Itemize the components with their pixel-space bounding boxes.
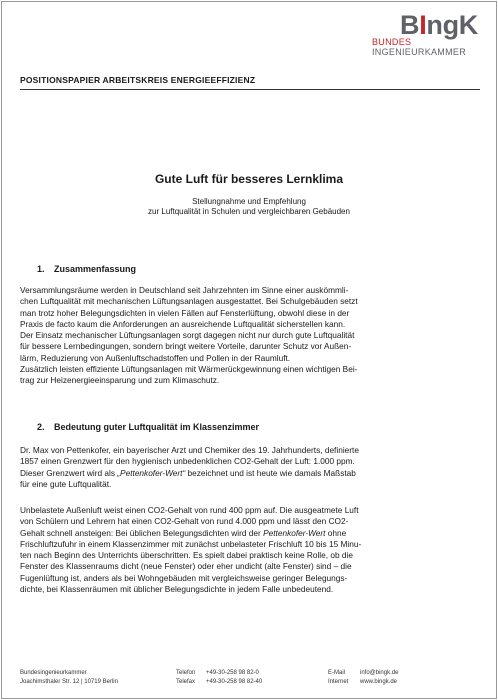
footer-phone: +49-30-258 98 82-0: [206, 670, 259, 676]
footer-label: Telefon: [176, 670, 196, 676]
logo-line-bundes: BUNDES: [372, 37, 412, 47]
text-line: von Schülern und Lehrern hat einen CO2-Gehalt von rund 4.000 ppm und lässt den CO2-: [20, 516, 349, 527]
text-line: chen Luftqualität mit mechanischen Lüftungsanlagen ausgestattet. Bei Schulgebäuden setzt: [20, 296, 358, 307]
footer-street: Joachimsthaler Str. 12 | 10719 Berlin: [20, 678, 118, 685]
text-line: Zusätzlich leisten effiziente Lüftungsanlagen mit Wärmerückgewinnung einen wichtigen Bei-: [20, 364, 358, 375]
document-title: Gute Luft für besseres Lernklima: [154, 172, 344, 186]
bingk-logo: [362, 11, 484, 57]
footer-fax: +49-30-258 98 82-40: [206, 678, 263, 685]
document-subtitle: [0, 197, 498, 217]
footer-phone-values: [206, 669, 262, 686]
section-1-paragraph: [20, 285, 478, 387]
section-number: 2.: [37, 422, 45, 432]
text-line: 1857 einen Grenzwert für den hygienisch unbedenklichen CO2-Gehalt der Luft: 1.000 ppm.: [20, 456, 355, 467]
footer-org-name: Bundesingenieurkammer: [20, 670, 87, 676]
section-heading-2: [37, 422, 259, 432]
footer-label: E-Mail: [328, 670, 346, 676]
text-line: dichte, bei Klassenräumen mit üblicher Belegungsdichte in jedem Falle unbedeutend.: [20, 584, 334, 595]
text-line: Fenster des Klassenraums dicht (neue Fenster) oder eher undicht (alte Fenster) sind – die: [20, 561, 352, 572]
text-line: Unbelastete Außenluft weist einen CO2-Gehalt von rund 400 ppm auf. Die ausgeatmete Luft: [20, 505, 359, 515]
logo-accent-letter: I: [419, 10, 427, 40]
text-line: Praxis de facto kaum die Anforderungen an ausreichende Luftqualität sicherstellen kann.: [20, 318, 346, 329]
text-line: für bessere Lernbedingungen, sondern bringt weitere Vorteile, darunter Schutz vor Außen-: [20, 341, 352, 352]
subtitle-line: zur Luftqualität in Schulen und vergleichbaren Gebäuden: [148, 207, 350, 216]
header-title: POSITIONSPAPIER ARBEITSKREIS ENERGIEEFFIZIENZ: [20, 75, 256, 85]
text-line: lärm, Reduzierung von Außenluftschadstoffen und Pollen in der Raumluft.: [20, 352, 291, 363]
text-line: Dr. Max von Pettenkofer, ein bayerischer Arzt und Chemiker des 19. Jahrhunderts, definierte: [20, 445, 359, 455]
text-line: Der Einsatz mechanischer Lüftungsanlagen sorgt dagegen nicht nur durch gute Luftqualität: [20, 330, 355, 341]
header-divider: [20, 89, 480, 90]
section-title: Bedeutung guter Luftqualität im Klassenzimmer: [54, 422, 260, 432]
footer-address: [20, 669, 118, 686]
text-line: Frischluftzufuhr in einem Klassenzimmer mit zunächst unbelasteter Frischluft 10 bis 15 Minu-: [20, 538, 362, 549]
footer-phone-labels: [176, 669, 195, 686]
section-title: Zusammenfassung: [54, 264, 137, 274]
section-2-paragraph-1: [20, 445, 478, 490]
text-line: Dieser Grenzwert wird als „Pettenkofer-Wert“ bezeichnet und ist heute wie damals Maßstab: [20, 467, 356, 478]
text-line: Fugenlüftung ist, anders als bei Wohngebäuden mit vergleichsweise geringer Belegungs-: [20, 572, 348, 583]
text-line: Versammlungsräume werden in Deutschland seit Jahrzehnten im Sinne einer auskömmli-: [20, 285, 349, 295]
footer-label: Internet: [328, 678, 349, 685]
footer-web-values: [360, 669, 398, 686]
text-line: man trotz hoher Belegungsdichten in vielen Fällen auf Fensterlüftung, obwohl diese in der: [20, 307, 350, 318]
text-line: Gehalt schnell ansteigen: Bei üblichen Belegungsdichten wird der Pettenkofer-Wert ohne: [20, 527, 347, 538]
footer-email: info@bingk.de: [360, 670, 399, 676]
section-2-paragraph-2: [20, 505, 478, 595]
emphasized-term: Pettenkofer-Wert: [263, 527, 326, 538]
text-line: für eine gute Luftqualität.: [20, 478, 112, 489]
text-line: trag zur Heizenergieeinsparung und zum Klimaschutz.: [20, 375, 220, 386]
text-line: ten nach Beginn des Unterrichts überschritten. Es spielt dabei praktisch keine Rolle, ob die: [20, 550, 353, 561]
logo-line-ingenieurkammer: INGENIEURKAMMER: [372, 47, 467, 57]
section-number: 1.: [37, 264, 45, 274]
footer-website: www.bingk.de: [360, 678, 398, 685]
emphasized-term: „Pettenkofer-Wert“: [117, 467, 186, 478]
section-heading-1: [37, 264, 136, 274]
logo-wordmark: BIngK: [400, 10, 478, 40]
footer-web-labels: [328, 669, 348, 686]
subtitle-line: Stellungnahme und Empfehlung: [192, 197, 306, 206]
footer-label: Telefax: [176, 678, 196, 685]
